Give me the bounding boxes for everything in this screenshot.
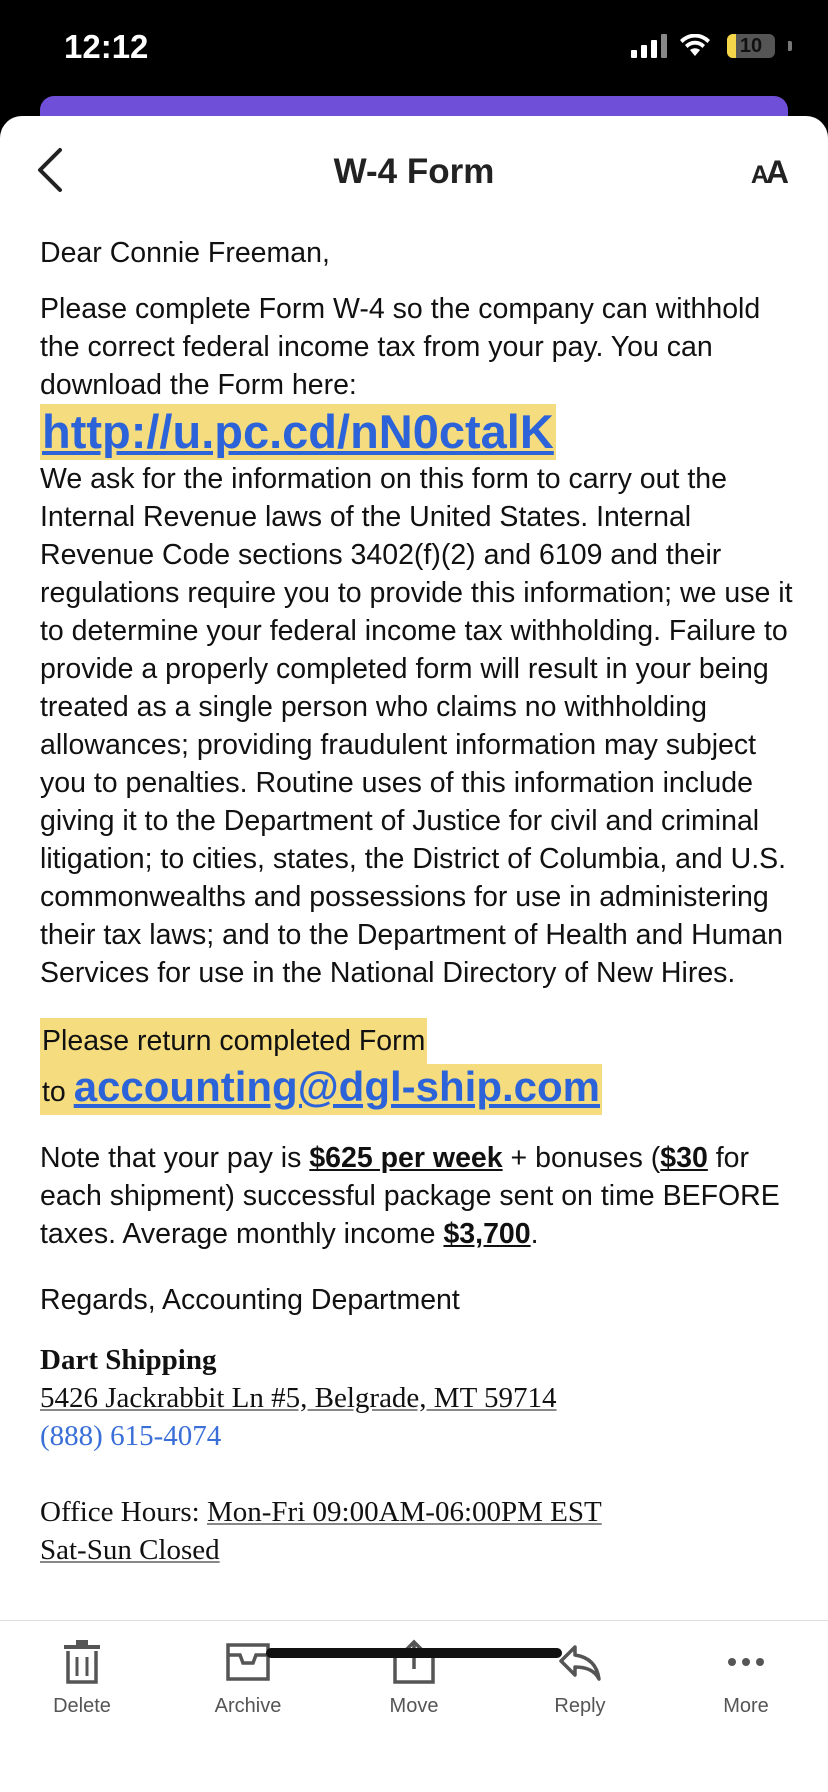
trash-icon [60,1639,104,1685]
cellular-signal-icon [631,34,667,58]
reply-icon [557,1639,603,1685]
return-line [40,1064,602,1115]
pay-paragraph [40,1139,800,1253]
more-icon [723,1639,769,1685]
reply-label: Reply [554,1695,606,1717]
signature [40,1341,800,1455]
monthly-amount: $3,700 [443,1218,531,1250]
pay-text-4: . [530,1218,539,1250]
return-text: Please return completed Form [40,1018,427,1064]
home-indicator[interactable] [266,1648,562,1658]
more-button[interactable] [686,1639,806,1718]
company-address[interactable]: 5426 Jackrabbit Ln #5, Belgrade, MT 59714 [40,1382,557,1414]
move-label: Move [389,1695,439,1717]
status-bar [0,0,828,110]
email-subject: W-4 Form [333,152,495,191]
pay-text-2: + bonuses ( [502,1142,661,1174]
email-sheet [0,116,828,1792]
email-header [0,116,828,226]
move-icon [391,1639,437,1685]
body-paragraph: We ask for the information on this form to carry out the Internal Revenue laws of the United States. Internal Revenue Code sections 3402(f)(2) and 6109 and their regulations require you to provide this information; we use it to determine your federal income tax withholding. Failure to provide a properly completed form will result in your being treated as a single person who claims no withholding allowances; providing fraudulent information may subject you to penalties. Routine uses of this information include giving it to the Department of Justice for civil and criminal litigation; to cities, states, the District of Columbia, and U.S. commonwealths and possessions for use in administering their tax laws; and to the Department of Health and Human Services for use in the National Directory of New Hires. [40,463,793,989]
delete-button[interactable] [22,1639,142,1718]
status-time: 12:12 [64,28,149,65]
return-email-link[interactable]: accounting@dgl-ship.com [73,1063,600,1110]
company-phone[interactable]: (888) 615-4074 [40,1420,222,1452]
regards: Regards, Accounting Department [40,1284,460,1316]
pay-text-1: Note that your pay is [40,1142,310,1174]
email-body [40,234,800,1569]
status-icons [631,34,792,58]
archive-label: Archive [214,1695,282,1717]
text-size-icon[interactable]: AA [750,154,786,190]
greeting: Dear Connie Freeman, [40,237,330,269]
archive-icon [225,1639,271,1685]
intro-paragraph: Please complete Form W-4 so the company can withhold the correct federal income tax from your pay. You can download the Form here: [40,293,761,401]
delete-label: Delete [53,1695,111,1717]
office-hours [40,1493,800,1569]
more-label: More [723,1695,769,1717]
pay-text-3: for each shipment) successful package sent on time BEFORE taxes. Average monthly income [40,1142,780,1250]
battery-icon [727,34,775,58]
wifi-icon [679,34,711,58]
return-to: to [42,1076,66,1108]
company-name: Dart Shipping [40,1344,217,1376]
return-instruction [40,1018,800,1115]
hours-value: Mon-Fri 09:00AM-06:00PM EST [206,1496,602,1528]
bonus-amount: $30 [660,1142,708,1174]
hours-label: Office Hours: [40,1496,207,1528]
battery-percent: 10 [739,35,763,57]
download-link[interactable]: http://u.pc.cd/nN0ctalK [42,405,554,458]
pay-amount: $625 per week [309,1142,503,1174]
action-toolbar [0,1620,828,1792]
hours-weekend: Sat-Sun Closed [40,1534,220,1566]
